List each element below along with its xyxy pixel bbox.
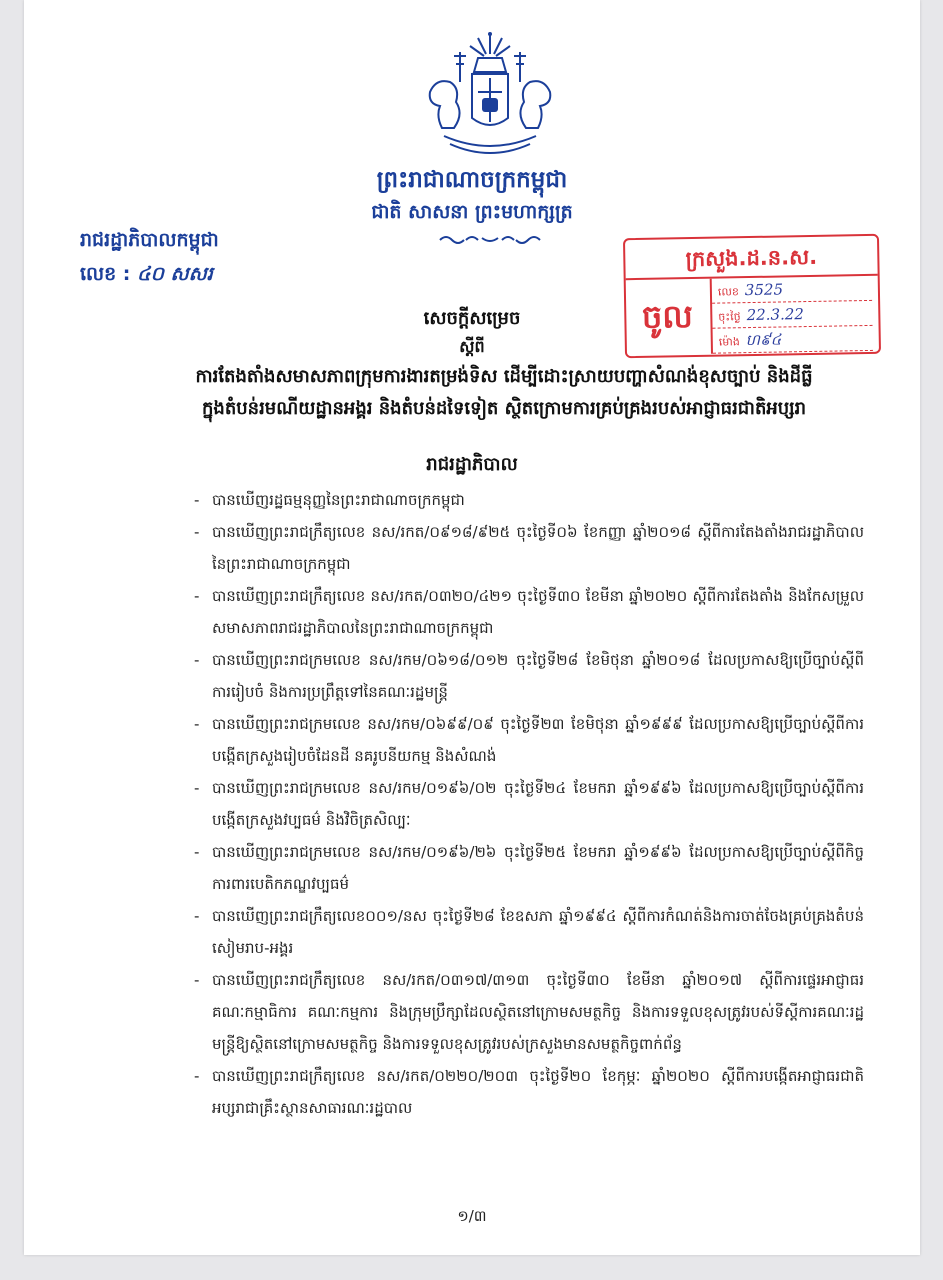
kingdom-title: ព្រះរាជាណាចក្រកម្ពុជា [376, 167, 568, 193]
stamp-row-time: ម៉ោង ហ៩៤ [713, 326, 873, 354]
issuer-name: រាជរដ្ឋាភិបាលកម្ពុជា [80, 229, 219, 251]
page-number: ១/៣ [457, 1207, 487, 1225]
document-number-label: លេខ : [80, 263, 131, 285]
legal-basis-list [194, 484, 864, 1124]
stamp-row-number: លេខ 3525 [712, 276, 872, 304]
section-title: រាជរដ្ឋាភិបាល [426, 454, 518, 475]
list-item: - បានឃើញព្រះរាជក្រមលេខ នស/រកម/០៦៩៩/០៩ ចុះថ្ងៃទី២៣ ខែមិថុនា ឆ្នាំ១៩៩៩ ដែលប្រកាសឱ្យប្រើច្បាប់ស្តីពីការបង្កើតក្រសួងរៀបចំដែនដី នគរូបនីយកម្ម និងសំណង់ [194, 715, 864, 765]
list-item: - បានឃើញព្រះរាជក្រមលេខ នស/រកម/០១៩៦/២៦ ចុះថ្ងៃទី២៥ ខែមករា ឆ្នាំ១៩៩៦ ដែលប្រកាសឱ្យប្រើច្បាប់ស្តីពីកិច្ចការពារបេតិកភណ្ឌវប្បធម៌ [194, 843, 864, 893]
decision-subject-line-2: ក្នុងតំបន់រមណីយដ្ឋានអង្គរ និងតំបន់ដទៃទៀត ស្ថិតក្រោមការគ្រប់គ្រងរបស់អាជ្ញាធរជាតិអប្សរា [201, 398, 807, 419]
document-page [24, 0, 920, 1255]
decision-title: សេចក្តីសម្រេច [423, 308, 521, 329]
decision-subject-line-1: ការតែងតាំងសមាសភាពក្រុមការងារតម្រង់ទិស ដើម្បីដោះស្រាយបញ្ហាសំណង់ខុសច្បាប់ និងដីធ្លី [195, 366, 813, 387]
stamp-received-label: ចូល [641, 297, 694, 336]
ornament-divider-icon [436, 232, 544, 246]
list-item: - បានឃើញព្រះរាជក្រឹត្យលេខ នស/រកត/០៩១៨/៩២៥ ចុះថ្ងៃទី០៦ ខែកញ្ញា ឆ្នាំ២០១៨ ស្តីពីការតែងតាំងរាជរដ្ឋាភិបាលនៃព្រះរាជាណាចក្រកម្ពុជា [194, 523, 864, 573]
list-item: - បានឃើញព្រះរាជក្រឹត្យលេខ០០១/នស ចុះថ្ងៃទី២៨ ខែឧសភា ឆ្នាំ១៩៩៤ ស្តីពីការកំណត់និងការចាត់ចែងគ្រប់គ្រងតំបន់សៀមរាប-អង្គរ [194, 907, 864, 957]
decision-about: ស្តីពី [459, 337, 485, 356]
list-item: - បានឃើញព្រះរាជក្រមលេខ នស/រកម/០៦១៨/០១២ ចុះថ្ងៃទី២៨ ខែមិថុនា ឆ្នាំ២០១៨ ដែលប្រកាសឱ្យប្រើច្បាប់ស្តីពីការរៀបចំ និងការប្រព្រឹត្តទៅនៃគណៈរដ្ឋមន្ត្រី [194, 651, 864, 701]
list-item: - បានឃើញព្រះរាជក្រឹត្យលេខ នស/រកត/០៣១៧/៣១៣ ចុះថ្ងៃទី៣០ ខែមីនា ឆ្នាំ២០១៧ ស្តីពីការផ្ទេរអាជ្ញាធរ គណៈកម្មាធិការ គណៈកម្មការ និងក្រុមប្រឹក្សាដែលស្ថិតនៅក្រោមសមត្ថកិច្ច និងការទទួលខុសត្រូវរបស់ទីស្តីការគណៈរដ្ឋមន្ត្រីឱ្យស្ថិតនៅក្រោមសមត្ថកិច្ច និងការទទួលខុសត្រូវរបស់ក្រសួងមានសមត្ថកិច្ចពាក់ព័ន្ធ [194, 971, 864, 1053]
list-item: - បានឃើញព្រះរាជក្រមលេខ នស/រកម/០១៩៦/០២ ចុះថ្ងៃទី២៤ ខែមករា ឆ្នាំ១៩៩៦ ដែលប្រកាសឱ្យប្រើច្បាប់ស្តីពីការបង្កើតក្រសួងវប្បធម៌ និងវិចិត្រសិល្បៈ [194, 779, 864, 829]
royal-coat-of-arms-icon [420, 32, 560, 164]
national-motto: ជាតិ សាសនា ព្រះមហាក្សត្រ [371, 201, 573, 223]
list-item: - បានឃើញព្រះរាជក្រឹត្យលេខ នស/រកត/០៣២០/៤២១ ចុះថ្ងៃទី៣០ ខែមីនា ឆ្នាំ២០២០ ស្តីពីការតែងតាំង និងកែសម្រួលសមាសភាពរាជរដ្ឋាភិបាលនៃព្រះរាជាណាចក្រកម្ពុជា [194, 587, 864, 637]
list-item: - បានឃើញរដ្ឋធម្មនុញ្ញនៃព្រះរាជាណាចក្រកម្ពុជា [194, 491, 465, 509]
stamp-title: ក្រសួង.ដ.ន.ស. [625, 238, 878, 280]
stamp-row-date: ចុះថ្ងៃ 22.3.22 [712, 301, 872, 329]
list-item: - បានឃើញព្រះរាជក្រឹត្យលេខ នស/រកត/០២២០/២០៣ ចុះថ្ងៃទី២០ ខែកុម្ភៈ ឆ្នាំ២០២០ ស្តីពីការបង្កើតអាជ្ញាធរជាតិអប្សរាជាគ្រឹះស្ថានសាធារណៈរដ្ឋបាល [194, 1067, 864, 1117]
document-number [80, 262, 213, 290]
document-number-value: ៤០ សសរ [137, 263, 213, 285]
